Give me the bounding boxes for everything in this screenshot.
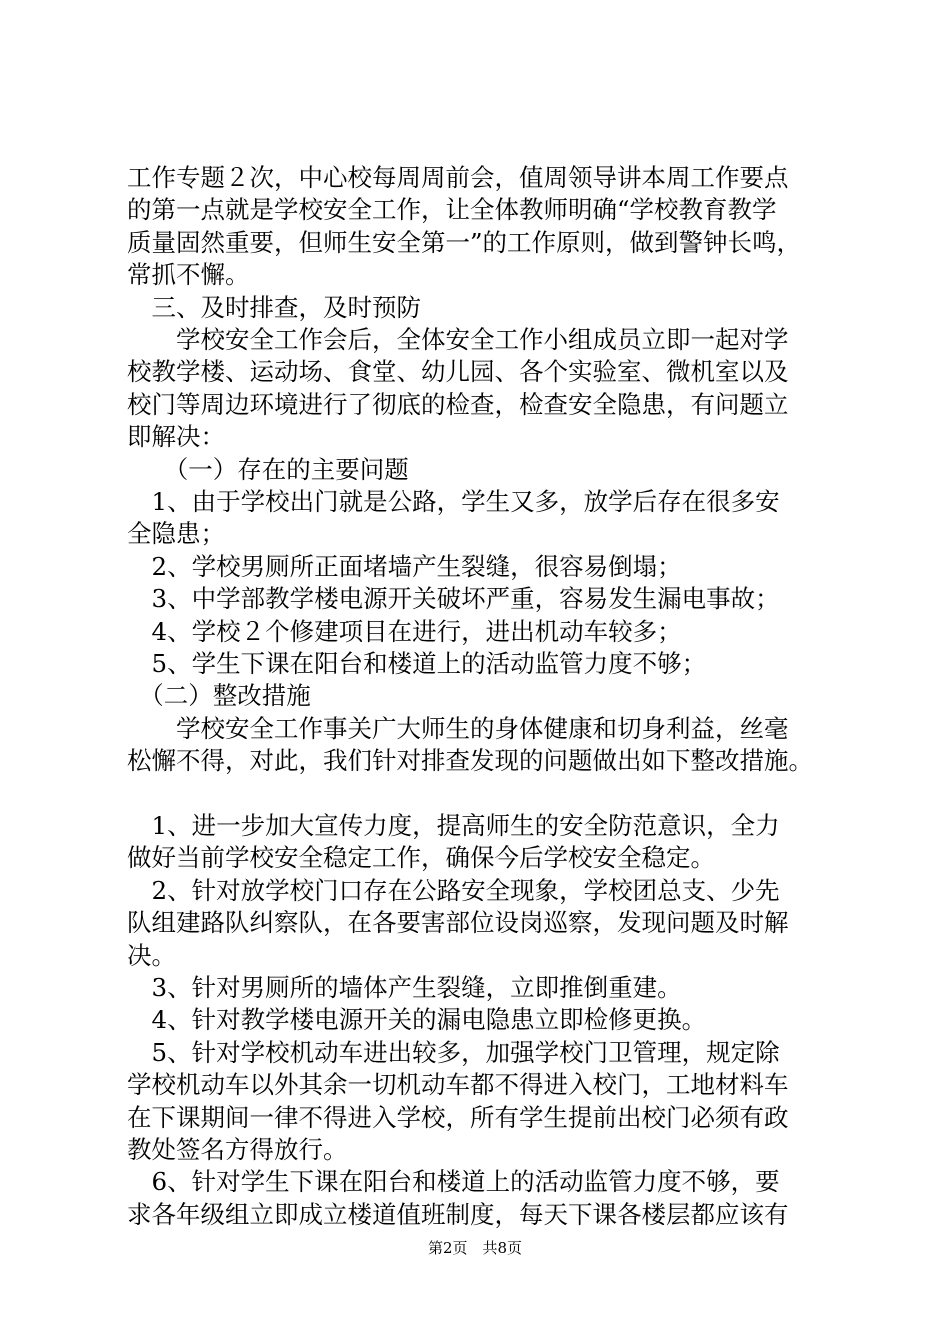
- text-line: 5、学生下课在阳台和楼道上的活动监管力度不够；: [127, 649, 707, 678]
- text-line: 教处签名方得放行。: [127, 1135, 348, 1164]
- text-line: 校教学楼、运动场、食堂、幼儿园、各个实验室、微机室以及: [127, 357, 789, 387]
- text-line: 求各年级组立即成立楼道值班制度，每天下课各楼层都应该有: [127, 1199, 789, 1229]
- text-line: 松懈不得，对此，我们针对排查发现的问题做出如下整改措施。: [127, 746, 813, 776]
- text-line: 1、进一步加大宣传力度，提高师生的安全防范意识，全力: [127, 811, 780, 840]
- text-line: 学校安全工作事关广大师生的身体健康和切身利益，丝毫: [127, 713, 789, 743]
- text-line: 3、针对男厕所的墙体产生裂缝，立即推倒重建。: [127, 973, 682, 1002]
- text-line: 队组建路队纠察队，在各要害部位设岗巡察，发现问题及时解: [127, 908, 789, 938]
- text-line: 2、针对放学校门口存在公路安全现象，学校团总支、少先: [127, 875, 780, 905]
- text-line: （一）存在的主要问题: [127, 454, 409, 484]
- text-line: 在下课期间一律不得进入学校，所有学生提前出校门必须有政: [127, 1102, 789, 1132]
- text-line: （二）整改措施: [127, 681, 311, 711]
- text-line: 三、及时排查，及时预防: [127, 292, 421, 322]
- text-line: 校门等周边环境进行了彻底的检查，检查安全隐患，有问题立: [127, 389, 789, 419]
- page-number-label: 第2页 共8页: [427, 1239, 523, 1257]
- text-line: 6、针对学生下课在阳台和楼道上的活动监管力度不够，要: [127, 1167, 780, 1197]
- text-line: 全隐患；: [127, 519, 225, 549]
- text-line: 学校机动车以外其余一切机动车都不得进入校门，工地材料车: [127, 1070, 789, 1100]
- text-line: 质量固然重要，但师生安全第一”的工作原则，做到警钟长鸣，: [127, 227, 802, 257]
- text-line: 4、针对教学楼电源开关的漏电隐患立即检修更换。: [127, 1005, 707, 1035]
- text-line: 1、由于学校出门就是公路，学生又多，放学后存在很多安: [127, 487, 780, 516]
- text-line: 5、针对学校机动车进出较多，加强学校门卫管理，规定除: [127, 1037, 780, 1067]
- text-line: 学校安全工作会后，全体安全工作小组成员立即一起对学: [127, 325, 789, 354]
- text-line: 4、学校２个修建项目在进行，进出机动车较多；: [127, 616, 682, 646]
- page-footer: [0, 1238, 950, 1258]
- text-line: 2、学校男厕所正面堵墙产生裂缝，很容易倒塌；: [127, 551, 682, 581]
- text-line: 常抓不懈。: [127, 260, 250, 290]
- text-line: 的第一点就是学校安全工作，让全体教师明确“学校教育教学: [127, 195, 777, 225]
- text-line: 即解决：: [127, 422, 225, 452]
- text-line: 3、中学部教学楼电源开关破坏严重，容易发生漏电事故；: [127, 584, 780, 614]
- text-line: 工作专题２次，中心校每周周前会，值周领导讲本周工作要点: [127, 163, 789, 192]
- text-line: 决。: [127, 940, 176, 970]
- text-line: 做好当前学校安全稳定工作，确保今后学校安全稳定。: [127, 843, 715, 873]
